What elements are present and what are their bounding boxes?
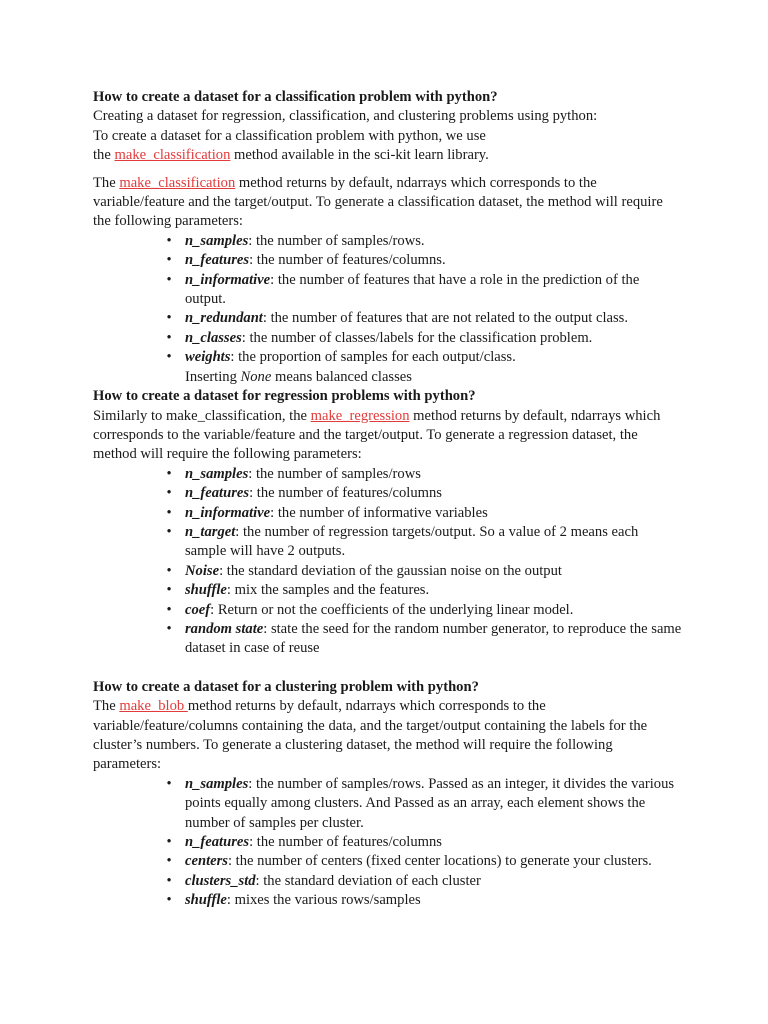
text-run: method returns by default, ndarrays which corresponds to the variable/feature and the target/output. To generate a regression dataset, the method will require the following parameters: bbox=[93, 407, 661, 463]
list-item bbox=[166, 484, 683, 503]
list-item bbox=[166, 232, 683, 251]
parameter-description: : the number of classes/labels for the classification problem. bbox=[241, 329, 593, 346]
parameter-description: : the number of features/columns bbox=[249, 834, 442, 851]
parameter-name: n_samples bbox=[185, 232, 249, 249]
parameter-description: : the number of samples/rows. Passed as an integer, it divides the various points equally among clusters. And Passed as an array, each element shows the number of samples per cluster. bbox=[185, 775, 675, 831]
bullet-icon: • bbox=[166, 775, 172, 792]
document-body bbox=[93, 88, 683, 911]
list-item bbox=[166, 891, 683, 910]
section-heading: How to create a dataset for regression problems with python? bbox=[93, 388, 476, 405]
bullet-icon: • bbox=[166, 892, 172, 909]
parameter-name: n_target bbox=[185, 523, 236, 540]
bullet-icon: • bbox=[166, 271, 172, 288]
parameter-description: : the number of regression targets/output. So a value of 2 means each sample will have 2 outputs. bbox=[185, 523, 639, 560]
list-item bbox=[166, 271, 683, 310]
parameter-name: centers bbox=[185, 853, 228, 870]
paragraph bbox=[93, 697, 683, 775]
list-item bbox=[166, 523, 683, 562]
parameter-description: : the standard deviation of each cluster bbox=[255, 872, 481, 889]
bullet-icon: • bbox=[166, 232, 172, 249]
parameter-description: : the number of features/columns bbox=[249, 485, 442, 502]
parameter-description: : mix the samples and the features. bbox=[226, 582, 430, 599]
parameter-description: : the number of samples/rows bbox=[248, 465, 421, 482]
list-item bbox=[166, 620, 683, 659]
text-run: means balanced classes bbox=[271, 368, 412, 385]
text-run: The bbox=[93, 698, 120, 715]
parameter-description: : state the seed for the random number generator, to reproduce the same dataset in case of reuse bbox=[185, 620, 682, 657]
parameter-name: n_features bbox=[185, 485, 250, 502]
parameter-name: n_features bbox=[185, 252, 250, 269]
bullet-icon: • bbox=[166, 853, 172, 870]
list-item bbox=[166, 852, 683, 871]
bullet-icon: • bbox=[166, 601, 172, 618]
section-clustering bbox=[93, 678, 683, 911]
text-run: method returns by default, ndarrays which corresponds to the variable/feature/columns containing the data, and the target/output containing the labels for the cluster’s numbers. To generate a clustering dataset, the method will require the following parameters: bbox=[93, 698, 648, 773]
parameter-description: : mixes the various rows/samples bbox=[226, 892, 421, 909]
paragraph: To create a dataset for a classification problem with python, we use bbox=[93, 127, 486, 144]
list-item bbox=[166, 504, 683, 523]
text-run: method returns by default, ndarrays which corresponds to the variable/feature and the target/output. To generate a classification dataset, the method will require the following parameters: bbox=[93, 174, 663, 230]
note bbox=[93, 368, 683, 387]
list-item bbox=[166, 562, 683, 581]
section-heading: How to create a dataset for a clustering problem with python? bbox=[93, 678, 479, 695]
parameter-description: : the standard deviation of the gaussian noise on the output bbox=[219, 562, 562, 579]
make-regression-link[interactable]: make_regression bbox=[310, 407, 410, 424]
bullet-icon: • bbox=[166, 834, 172, 851]
paragraph bbox=[93, 146, 683, 165]
emphasis: None bbox=[240, 368, 272, 385]
parameter-name: Noise bbox=[185, 562, 220, 579]
paragraph: Creating a dataset for regression, classification, and clustering problems using python: bbox=[93, 108, 598, 125]
list-item bbox=[166, 581, 683, 600]
section-classification bbox=[93, 88, 683, 387]
bullet-icon: • bbox=[166, 562, 172, 579]
parameter-description: : Return or not the coefficients of the underlying linear model. bbox=[210, 601, 574, 618]
list-item bbox=[166, 601, 683, 620]
text-run: Similarly to make_classification, the bbox=[93, 407, 311, 424]
parameter-description: : the number of features that are not related to the output class. bbox=[262, 310, 628, 327]
parameter-name: n_samples bbox=[185, 775, 249, 792]
parameter-name: shuffle bbox=[185, 582, 227, 599]
parameter-list bbox=[93, 232, 683, 368]
list-item bbox=[166, 309, 683, 328]
bullet-icon: • bbox=[166, 523, 172, 540]
parameter-name: n_classes bbox=[185, 329, 242, 346]
bullet-icon: • bbox=[166, 582, 172, 599]
paragraph bbox=[93, 407, 683, 465]
bullet-icon: • bbox=[166, 310, 172, 327]
parameter-name: random state bbox=[185, 620, 264, 637]
parameter-name: n_features bbox=[185, 834, 250, 851]
paragraph bbox=[93, 174, 683, 232]
parameter-list bbox=[93, 465, 683, 659]
list-item bbox=[166, 872, 683, 891]
text-run: the bbox=[93, 147, 115, 164]
parameter-name: coef bbox=[185, 601, 211, 618]
make-blob-link[interactable]: make_blob bbox=[119, 698, 188, 715]
bullet-icon: • bbox=[166, 349, 172, 366]
parameter-name: n_redundant bbox=[185, 310, 263, 327]
parameter-description: : the proportion of samples for each output/class. bbox=[230, 349, 516, 366]
parameter-list bbox=[93, 775, 683, 911]
list-item bbox=[166, 348, 683, 367]
parameter-description: : the number of features that have a role in the prediction of the output. bbox=[185, 271, 640, 308]
bullet-icon: • bbox=[166, 485, 172, 502]
text-run: The bbox=[93, 174, 120, 191]
parameter-description: : the number of centers (fixed center locations) to generate your clusters. bbox=[227, 853, 652, 870]
list-item bbox=[166, 465, 683, 484]
section-heading: How to create a dataset for a classification problem with python? bbox=[93, 89, 498, 105]
section-regression bbox=[93, 387, 683, 659]
bullet-icon: • bbox=[166, 620, 172, 637]
list-item bbox=[166, 775, 683, 833]
make-classification-link[interactable]: make_classification bbox=[119, 174, 236, 191]
parameter-name: n_informative bbox=[185, 504, 271, 521]
parameter-name: weights bbox=[185, 349, 231, 366]
parameter-description: : the number of informative variables bbox=[270, 504, 488, 521]
bullet-icon: • bbox=[166, 504, 172, 521]
parameter-name: shuffle bbox=[185, 892, 227, 909]
parameter-name: n_informative bbox=[185, 271, 271, 288]
text-run: Inserting bbox=[185, 368, 241, 385]
parameter-name: n_samples bbox=[185, 465, 249, 482]
list-item bbox=[166, 329, 683, 348]
bullet-icon: • bbox=[166, 252, 172, 269]
list-item bbox=[166, 833, 683, 852]
bullet-icon: • bbox=[166, 329, 172, 346]
bullet-icon: • bbox=[166, 872, 172, 889]
parameter-description: : the number of features/columns. bbox=[249, 252, 446, 269]
text-run: method available in the sci-kit learn library. bbox=[230, 147, 489, 164]
parameter-name: clusters_std bbox=[185, 872, 256, 889]
bullet-icon: • bbox=[166, 465, 172, 482]
list-item bbox=[166, 251, 683, 270]
make-classification-link[interactable]: make_classification bbox=[114, 147, 231, 164]
parameter-description: : the number of samples/rows. bbox=[248, 232, 425, 249]
